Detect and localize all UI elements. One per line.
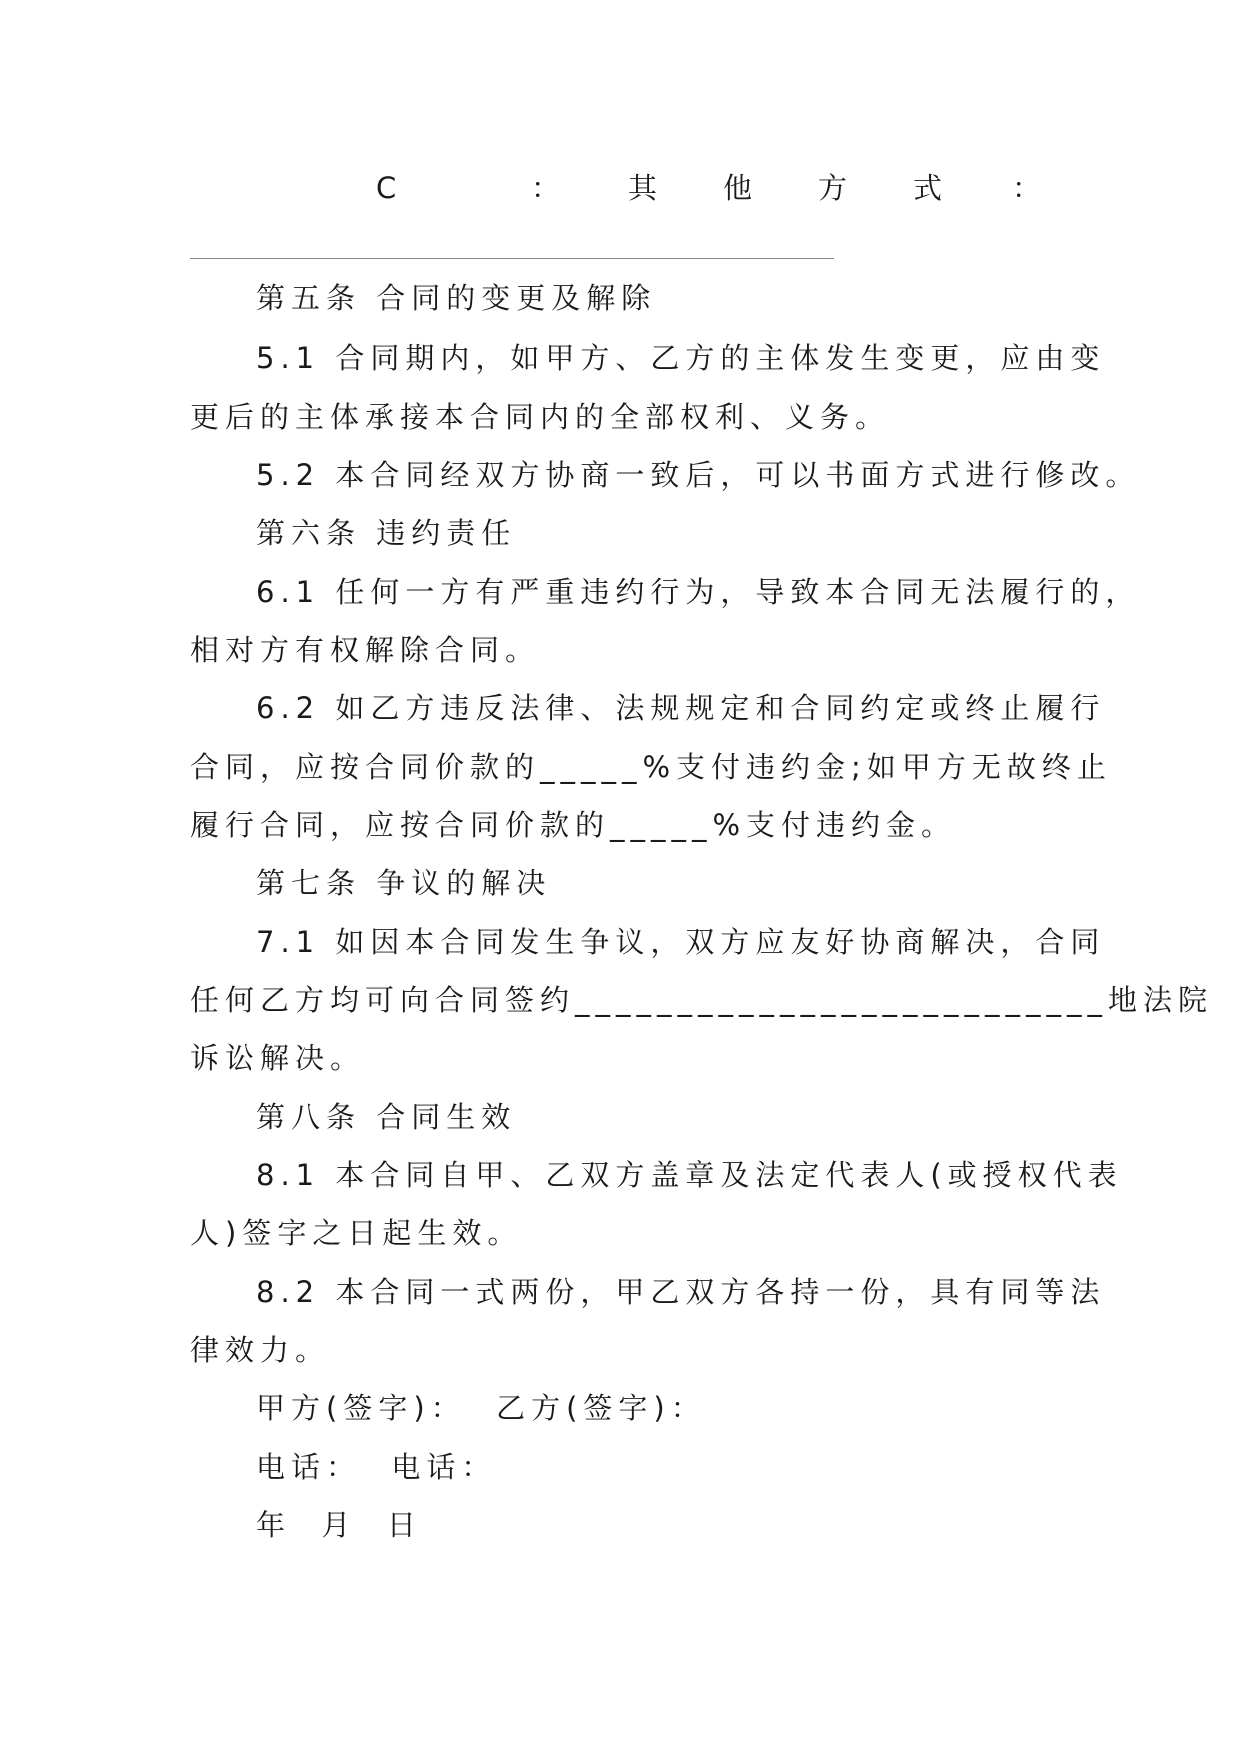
clause-7-1-line-3: 诉讼解决。 bbox=[190, 1041, 366, 1075]
clause-6-1-line-1: 6.1 任何一方有严重违约行为，导致本合同无法履行的， bbox=[256, 575, 1141, 609]
option-char-2: 他 bbox=[723, 171, 753, 205]
clause-7-1-line-2: 任何乙方均可向合同签约__________________________地法院 bbox=[190, 983, 1214, 1017]
option-char-1: 其 bbox=[628, 171, 658, 205]
other-method-row bbox=[0, 168, 1241, 208]
option-char-3: 方 bbox=[818, 171, 848, 205]
clause-5-2: 5.2 本合同经双方协商一致后，可以书面方式进行修改。 bbox=[256, 458, 1141, 492]
option-colon-end: ： bbox=[1012, 171, 1042, 205]
article-7-heading: 第七条 争议的解决 bbox=[256, 866, 552, 900]
clause-6-2-line-3: 履行合同，应按合同价款的_____%支付违约金。 bbox=[190, 808, 957, 842]
clause-8-1-line-2: 人)签字之日起生效。 bbox=[190, 1216, 523, 1250]
article-6-heading: 第六条 违约责任 bbox=[256, 516, 517, 550]
date-line: 年 月 日 bbox=[256, 1508, 422, 1542]
option-char-4: 式 bbox=[913, 171, 943, 205]
clause-7-1-line-1: 7.1 如因本合同发生争议，双方应友好协商解决，合同 bbox=[256, 925, 1106, 959]
fill-in-blank-line bbox=[190, 258, 834, 259]
clause-8-2-line-2: 律效力。 bbox=[190, 1333, 331, 1367]
clause-6-2-line-1: 6.2 如乙方违反法律、法规规定和合同约定或终止履行 bbox=[256, 691, 1106, 725]
article-5-heading: 第五条 合同的变更及解除 bbox=[256, 281, 657, 315]
clause-6-1-line-2: 相对方有权解除合同。 bbox=[190, 633, 541, 667]
option-colon: ： bbox=[531, 171, 561, 205]
clause-8-2-line-1: 8.2 本合同一式两份，甲乙双方各持一份，具有同等法 bbox=[256, 1275, 1106, 1309]
article-8-heading: 第八条 合同生效 bbox=[256, 1100, 517, 1134]
signature-line: 甲方(签字)： 乙方(签字)： bbox=[256, 1391, 706, 1425]
clause-5-1-line-1: 5.1 合同期内，如甲方、乙方的主体发生变更，应由变 bbox=[256, 341, 1106, 375]
phone-line: 电话： 电话： bbox=[256, 1450, 497, 1484]
option-label-c: C bbox=[376, 171, 397, 205]
clause-6-2-line-2: 合同，应按合同价款的_____%支付违约金;如甲方无故终止 bbox=[190, 750, 1112, 784]
clause-8-1-line-1: 8.1 本合同自甲、乙双方盖章及法定代表人(或授权代表 bbox=[256, 1158, 1123, 1192]
clause-5-1-line-2: 更后的主体承接本合同内的全部权利、义务。 bbox=[190, 400, 891, 434]
